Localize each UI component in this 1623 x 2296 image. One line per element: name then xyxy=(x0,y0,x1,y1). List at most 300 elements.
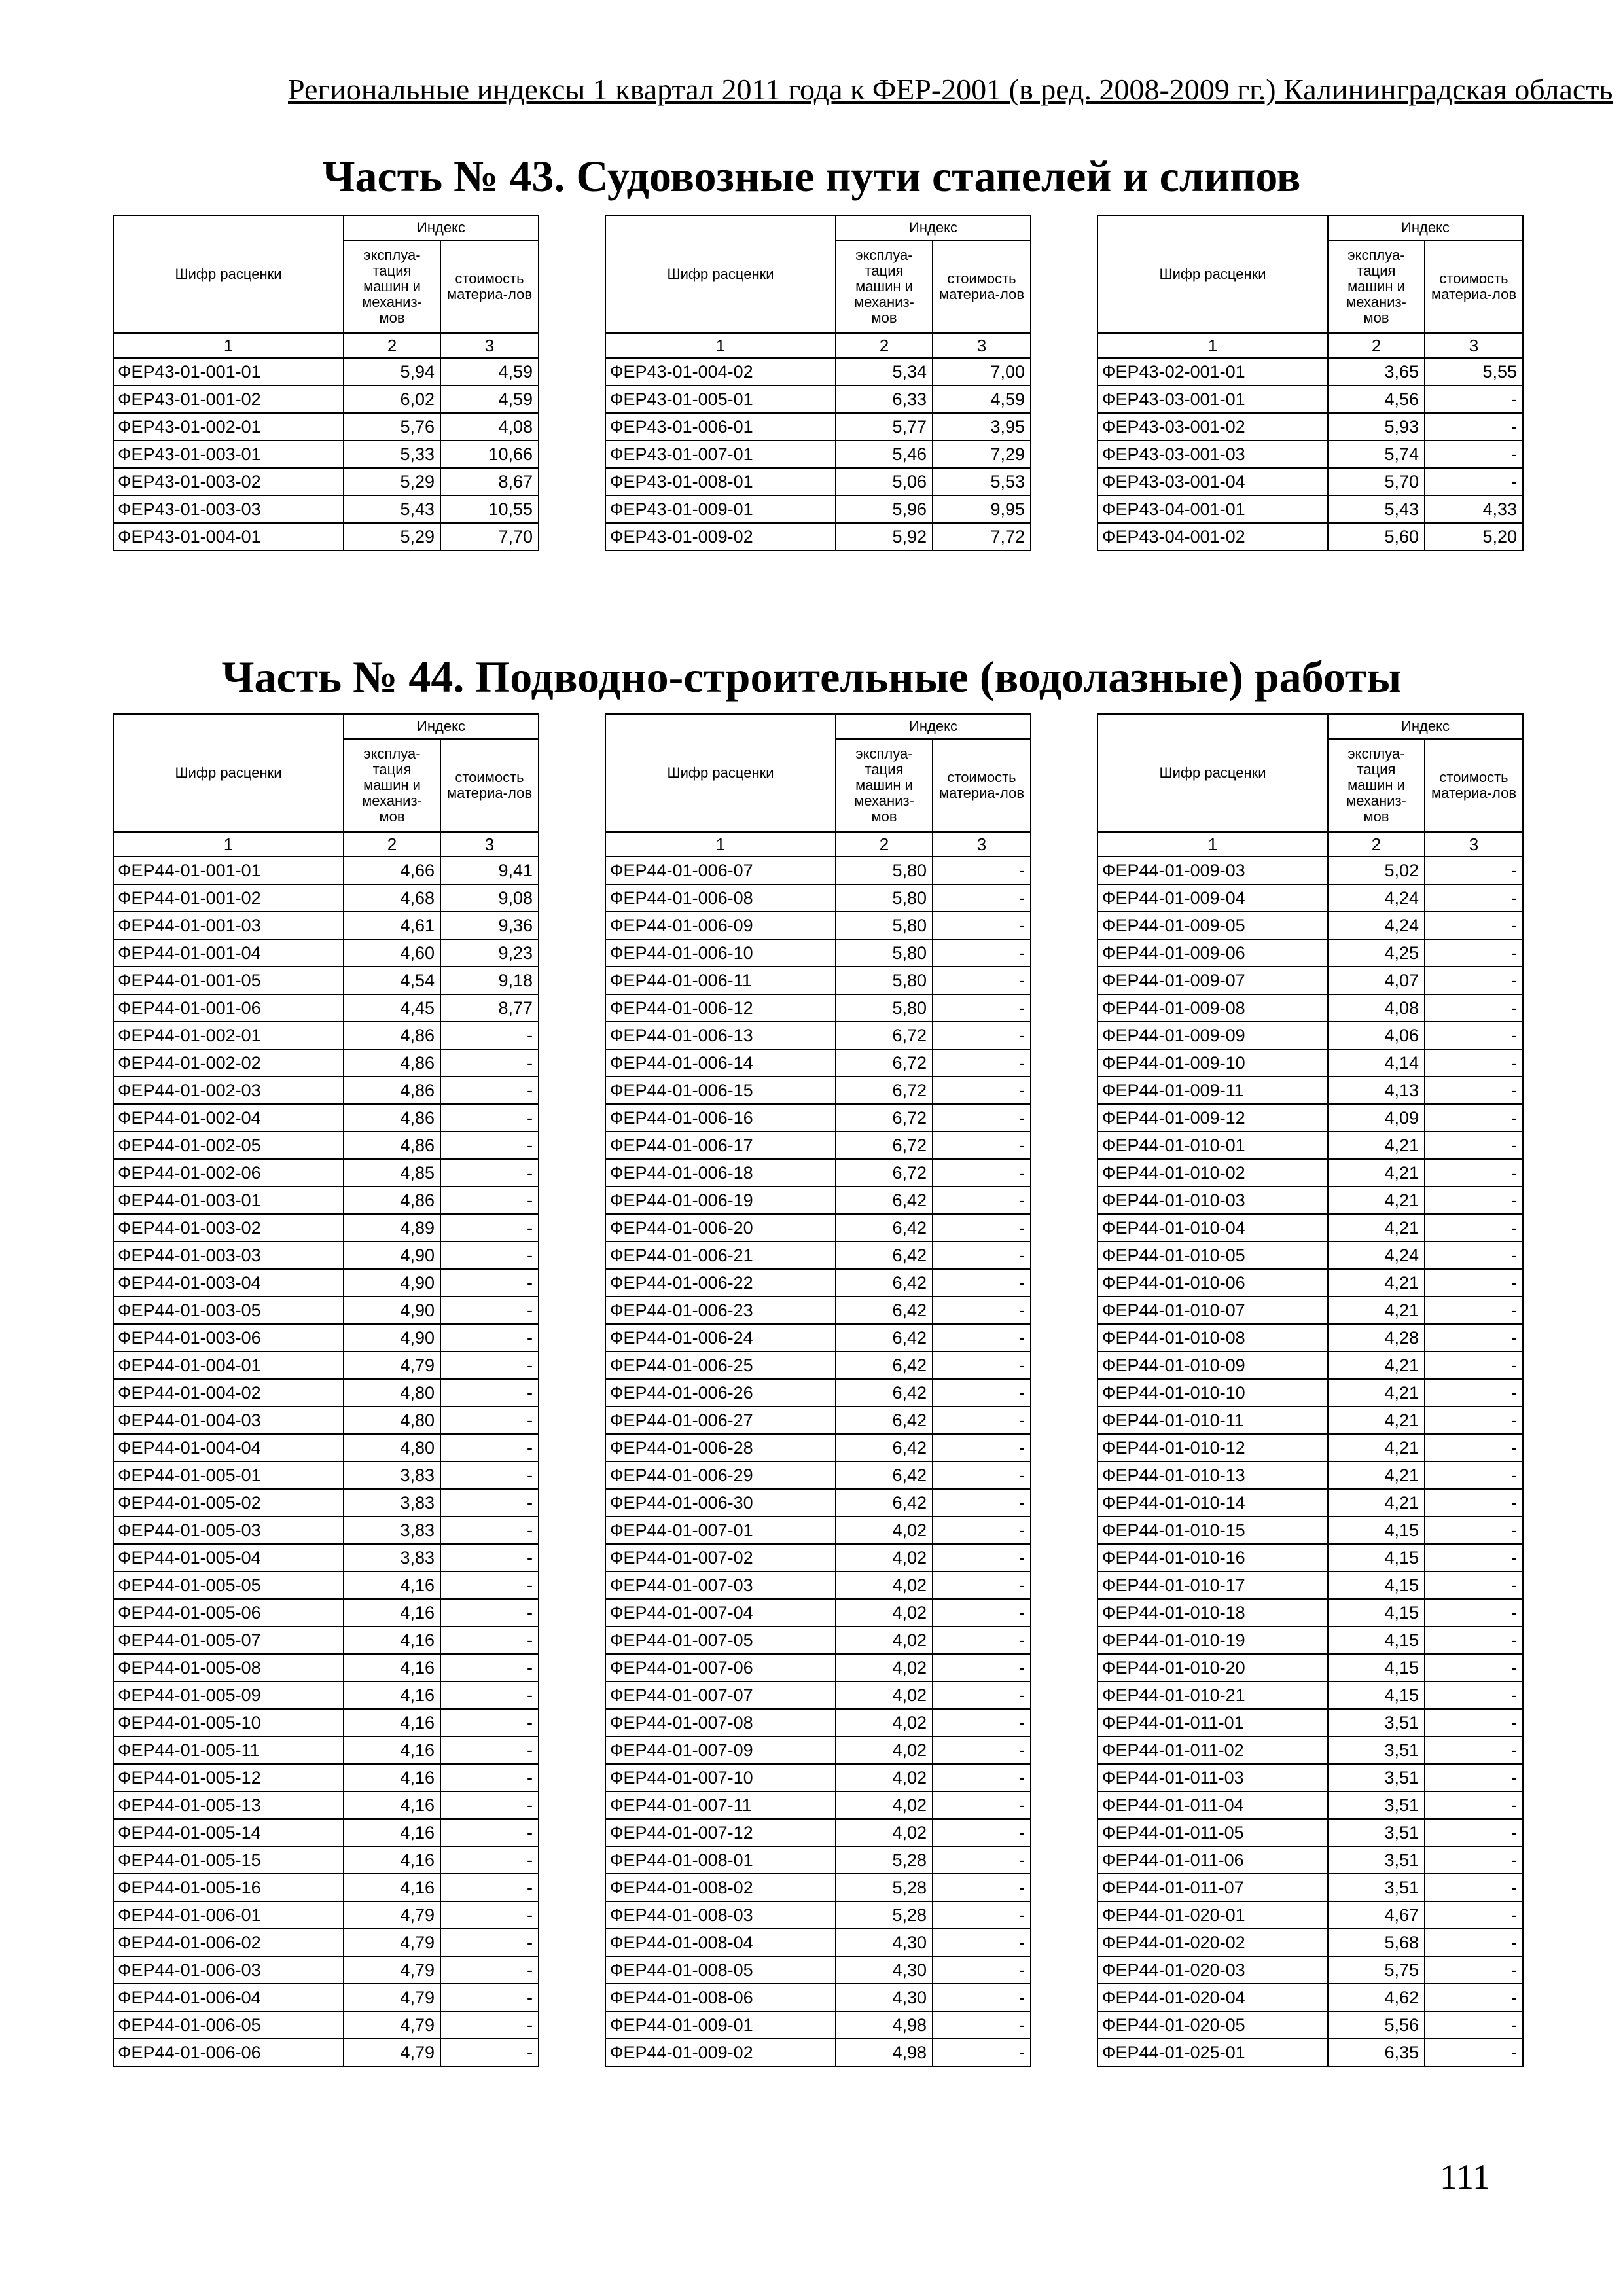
rate-code: ФЕР43-01-003-02 xyxy=(113,468,344,495)
rate-code: ФЕР44-01-001-04 xyxy=(113,939,344,967)
table-row xyxy=(605,1132,1031,1159)
table-row xyxy=(605,912,1031,939)
table-row xyxy=(605,386,1031,413)
column-number: 2 xyxy=(1328,333,1425,358)
table-row xyxy=(605,994,1031,1022)
materials-index: 9,18 xyxy=(440,967,539,994)
rate-code: ФЕР44-01-009-10 xyxy=(1097,1049,1328,1077)
machines-index: 4,15 xyxy=(1328,1516,1425,1544)
machines-index: 4,02 xyxy=(836,1819,933,1846)
materials-index: - xyxy=(1425,1489,1523,1516)
rate-code: ФЕР43-01-009-01 xyxy=(605,495,836,523)
machines-index: 5,68 xyxy=(1328,1929,1425,1956)
rate-code: ФЕР44-01-009-05 xyxy=(1097,912,1328,939)
rate-code: ФЕР44-01-009-11 xyxy=(1097,1077,1328,1104)
rate-code: ФЕР44-01-007-07 xyxy=(605,1681,836,1709)
machines-index: 4,79 xyxy=(344,1984,440,2011)
materials-index: - xyxy=(440,1791,539,1819)
table-row xyxy=(113,1599,539,1626)
table-row xyxy=(113,912,539,939)
materials-index: - xyxy=(933,1352,1031,1379)
table-row xyxy=(1097,1571,1523,1599)
table-row xyxy=(113,1929,539,1956)
materials-index: - xyxy=(933,1736,1031,1764)
materials-index: - xyxy=(933,1819,1031,1846)
rate-code: ФЕР44-01-004-04 xyxy=(113,1434,344,1462)
rate-code: ФЕР44-01-011-06 xyxy=(1097,1846,1328,1874)
materials-index: 4,59 xyxy=(440,386,539,413)
table-row xyxy=(113,967,539,994)
materials-index: - xyxy=(440,1379,539,1407)
table-row xyxy=(605,1297,1031,1324)
rate-code: ФЕР44-01-008-01 xyxy=(605,1846,836,1874)
rate-code: ФЕР44-01-009-01 xyxy=(605,2011,836,2039)
column-number: 3 xyxy=(933,333,1031,358)
materials-index: - xyxy=(440,1544,539,1571)
rate-code: ФЕР44-01-007-11 xyxy=(605,1791,836,1819)
machines-index: 5,02 xyxy=(1328,857,1425,884)
rate-code: ФЕР44-01-004-01 xyxy=(113,1352,344,1379)
materials-index: - xyxy=(933,912,1031,939)
materials-index: - xyxy=(1425,1709,1523,1736)
part-44-table-3 xyxy=(1097,713,1524,2067)
rate-code: ФЕР44-01-006-28 xyxy=(605,1434,836,1462)
rate-code: ФЕР44-01-010-09 xyxy=(1097,1352,1328,1379)
column-number: 2 xyxy=(836,333,933,358)
materials-index: - xyxy=(933,1571,1031,1599)
materials-index: - xyxy=(933,1764,1031,1791)
materials-index: 9,95 xyxy=(933,495,1031,523)
materials-index: - xyxy=(933,1791,1031,1819)
machines-index: 6,42 xyxy=(836,1379,933,1407)
machines-index: 4,30 xyxy=(836,1956,933,1984)
rate-code: ФЕР44-01-006-02 xyxy=(113,1929,344,1956)
table-row xyxy=(1097,1681,1523,1709)
machines-index: 4,98 xyxy=(836,2039,933,2066)
rate-code: ФЕР44-01-006-14 xyxy=(605,1049,836,1077)
table-row xyxy=(113,468,539,495)
rate-code: ФЕР43-03-001-01 xyxy=(1097,386,1328,413)
materials-index: - xyxy=(1425,1571,1523,1599)
header-machines: эксплуа-тация машин и механиз-мов xyxy=(836,739,933,832)
rate-code: ФЕР44-01-005-12 xyxy=(113,1764,344,1791)
column-number-row xyxy=(113,333,539,358)
rate-code: ФЕР44-01-006-01 xyxy=(113,1901,344,1929)
rate-code: ФЕР44-01-006-13 xyxy=(605,1022,836,1049)
materials-index: - xyxy=(933,1984,1031,2011)
rate-code: ФЕР44-01-005-03 xyxy=(113,1516,344,1544)
table-row xyxy=(1097,912,1523,939)
rate-code: ФЕР44-01-010-20 xyxy=(1097,1654,1328,1681)
table-row xyxy=(605,2011,1031,2039)
rate-code: ФЕР44-01-006-25 xyxy=(605,1352,836,1379)
rate-code: ФЕР44-01-006-07 xyxy=(605,857,836,884)
table-row xyxy=(113,386,539,413)
materials-index: 7,72 xyxy=(933,523,1031,550)
machines-index: 4,68 xyxy=(344,884,440,912)
table-row xyxy=(605,1214,1031,1242)
column-number-row xyxy=(1097,333,1523,358)
materials-index: - xyxy=(440,1874,539,1901)
materials-index: - xyxy=(1425,1242,1523,1269)
machines-index: 5,93 xyxy=(1328,413,1425,440)
table-row xyxy=(1097,939,1523,967)
rate-code: ФЕР44-01-007-04 xyxy=(605,1599,836,1626)
rate-code: ФЕР44-01-020-02 xyxy=(1097,1929,1328,1956)
rate-code: ФЕР44-01-005-07 xyxy=(113,1626,344,1654)
column-number: 2 xyxy=(1328,832,1425,857)
materials-index: - xyxy=(440,1489,539,1516)
table-row xyxy=(113,523,539,550)
rate-code: ФЕР44-01-002-03 xyxy=(113,1077,344,1104)
rate-code: ФЕР44-01-011-07 xyxy=(1097,1874,1328,1901)
materials-index: - xyxy=(933,1297,1031,1324)
machines-index: 4,67 xyxy=(1328,1901,1425,1929)
machines-index: 4,79 xyxy=(344,2039,440,2066)
machines-index: 4,30 xyxy=(836,1929,933,1956)
table-row xyxy=(113,1516,539,1544)
header-machines: эксплуа-тация машин и механиз-мов xyxy=(836,240,933,333)
table-row xyxy=(605,1764,1031,1791)
table-row xyxy=(605,1049,1031,1077)
table-row xyxy=(605,1929,1031,1956)
column-number-row xyxy=(113,832,539,857)
table-row xyxy=(605,1654,1031,1681)
machines-index: 4,02 xyxy=(836,1571,933,1599)
table-row xyxy=(1097,1187,1523,1214)
table-row xyxy=(113,884,539,912)
machines-index: 3,51 xyxy=(1328,1874,1425,1901)
machines-index: 4,02 xyxy=(836,1681,933,1709)
rate-code: ФЕР44-01-002-02 xyxy=(113,1049,344,1077)
materials-index: - xyxy=(1425,1132,1523,1159)
column-number-row xyxy=(605,333,1031,358)
materials-index: - xyxy=(1425,1901,1523,1929)
rate-code: ФЕР44-01-002-06 xyxy=(113,1159,344,1187)
materials-index: - xyxy=(1425,1159,1523,1187)
machines-index: 4,86 xyxy=(344,1049,440,1077)
materials-index: - xyxy=(440,1626,539,1654)
materials-index: - xyxy=(440,1022,539,1049)
machines-index: 6,42 xyxy=(836,1187,933,1214)
materials-index: - xyxy=(1425,1929,1523,1956)
table-row xyxy=(605,1846,1031,1874)
machines-index: 4,02 xyxy=(836,1544,933,1571)
materials-index: - xyxy=(1425,1022,1523,1049)
table-row xyxy=(605,1324,1031,1352)
machines-index: 3,51 xyxy=(1328,1846,1425,1874)
header-machines: эксплуа-тация машин и механиз-мов xyxy=(344,739,440,832)
materials-index: - xyxy=(933,1379,1031,1407)
table-row xyxy=(113,1214,539,1242)
rate-code: ФЕР44-01-006-27 xyxy=(605,1407,836,1434)
rate-code: ФЕР44-01-005-02 xyxy=(113,1489,344,1516)
header-machines: эксплуа-тация машин и механиз-мов xyxy=(344,240,440,333)
machines-index: 5,28 xyxy=(836,1846,933,1874)
machines-index: 6,42 xyxy=(836,1297,933,1324)
materials-index: - xyxy=(933,1324,1031,1352)
header-code: Шифр расценки xyxy=(1097,215,1328,333)
machines-index: 4,16 xyxy=(344,1846,440,1874)
table-row xyxy=(605,1956,1031,1984)
materials-index: 8,77 xyxy=(440,994,539,1022)
materials-index: - xyxy=(933,1489,1031,1516)
machines-index: 4,90 xyxy=(344,1269,440,1297)
materials-index: - xyxy=(1425,1791,1523,1819)
machines-index: 3,51 xyxy=(1328,1709,1425,1736)
table-row xyxy=(605,1242,1031,1269)
machines-index: 5,80 xyxy=(836,857,933,884)
materials-index: - xyxy=(933,1049,1031,1077)
table-row xyxy=(113,440,539,468)
table-row xyxy=(605,1544,1031,1571)
table-row xyxy=(605,1819,1031,1846)
table-row xyxy=(605,1489,1031,1516)
rate-code: ФЕР44-01-006-03 xyxy=(113,1956,344,1984)
rate-code: ФЕР44-01-007-01 xyxy=(605,1516,836,1544)
machines-index: 4,21 xyxy=(1328,1297,1425,1324)
header-row xyxy=(605,215,1031,240)
header-code: Шифр расценки xyxy=(113,215,344,333)
rate-code: ФЕР44-01-005-08 xyxy=(113,1654,344,1681)
materials-index: - xyxy=(1425,1956,1523,1984)
rate-code: ФЕР44-01-002-05 xyxy=(113,1132,344,1159)
machines-index: 4,02 xyxy=(836,1626,933,1654)
machines-index: 6,42 xyxy=(836,1324,933,1352)
materials-index: - xyxy=(440,1654,539,1681)
rate-code: ФЕР43-01-002-01 xyxy=(113,413,344,440)
table-row xyxy=(113,1324,539,1352)
materials-index: - xyxy=(933,1132,1031,1159)
machines-index: 4,25 xyxy=(1328,939,1425,967)
table-row xyxy=(1097,1874,1523,1901)
rate-code: ФЕР44-01-005-01 xyxy=(113,1462,344,1489)
table-row xyxy=(1097,1214,1523,1242)
table-row xyxy=(1097,1489,1523,1516)
machines-index: 5,56 xyxy=(1328,2011,1425,2039)
table-row xyxy=(113,1022,539,1049)
materials-index: - xyxy=(1425,440,1523,468)
machines-index: 4,13 xyxy=(1328,1077,1425,1104)
machines-index: 4,28 xyxy=(1328,1324,1425,1352)
table-row xyxy=(605,413,1031,440)
rate-code: ФЕР44-01-001-02 xyxy=(113,884,344,912)
machines-index: 5,43 xyxy=(344,495,440,523)
rate-code: ФЕР44-01-006-21 xyxy=(605,1242,836,1269)
rate-code: ФЕР44-01-006-11 xyxy=(605,967,836,994)
table-row xyxy=(605,495,1031,523)
machines-index: 4,02 xyxy=(836,1791,933,1819)
machines-index: 4,21 xyxy=(1328,1187,1425,1214)
rate-code: ФЕР43-01-006-01 xyxy=(605,413,836,440)
machines-index: 5,29 xyxy=(344,468,440,495)
column-number: 1 xyxy=(605,333,836,358)
materials-index: - xyxy=(440,1077,539,1104)
rate-code: ФЕР44-01-011-01 xyxy=(1097,1709,1328,1736)
materials-index: - xyxy=(933,1681,1031,1709)
table-row xyxy=(605,440,1031,468)
materials-index: - xyxy=(1425,1187,1523,1214)
rate-code: ФЕР43-01-004-02 xyxy=(605,358,836,386)
materials-index: - xyxy=(440,2039,539,2066)
materials-index: 10,66 xyxy=(440,440,539,468)
machines-index: 4,15 xyxy=(1328,1599,1425,1626)
table-row xyxy=(605,1571,1031,1599)
machines-index: 4,79 xyxy=(344,1901,440,1929)
machines-index: 5,70 xyxy=(1328,468,1425,495)
machines-index: 3,51 xyxy=(1328,1764,1425,1791)
materials-index: - xyxy=(440,1956,539,1984)
header-index: Индекс xyxy=(1328,714,1523,739)
rate-code: ФЕР44-01-009-09 xyxy=(1097,1022,1328,1049)
materials-index: - xyxy=(440,1984,539,2011)
header-row xyxy=(113,714,539,739)
table-row xyxy=(605,2039,1031,2066)
table-row xyxy=(1097,1626,1523,1654)
table-row xyxy=(113,1297,539,1324)
table-row xyxy=(113,1544,539,1571)
machines-index: 6,42 xyxy=(836,1434,933,1462)
table-row xyxy=(113,1984,539,2011)
rate-code: ФЕР44-01-007-06 xyxy=(605,1654,836,1681)
machines-index: 6,72 xyxy=(836,1159,933,1187)
materials-index: - xyxy=(933,1626,1031,1654)
materials-index: - xyxy=(1425,1984,1523,2011)
materials-index: 8,67 xyxy=(440,468,539,495)
rate-code: ФЕР44-01-005-09 xyxy=(113,1681,344,1709)
table-row xyxy=(113,1379,539,1407)
rate-code: ФЕР44-01-010-17 xyxy=(1097,1571,1328,1599)
column-number: 3 xyxy=(440,832,539,857)
machines-index: 4,02 xyxy=(836,1516,933,1544)
materials-index: - xyxy=(440,1709,539,1736)
column-number: 1 xyxy=(1097,333,1328,358)
table-row xyxy=(1097,967,1523,994)
table-row xyxy=(113,2039,539,2066)
rate-code: ФЕР44-01-010-14 xyxy=(1097,1489,1328,1516)
materials-index: 5,55 xyxy=(1425,358,1523,386)
machines-index: 4,90 xyxy=(344,1242,440,1269)
rate-code: ФЕР44-01-010-19 xyxy=(1097,1626,1328,1654)
rate-code: ФЕР44-01-009-04 xyxy=(1097,884,1328,912)
materials-index: - xyxy=(1425,1681,1523,1709)
table-row xyxy=(1097,1407,1523,1434)
materials-index: - xyxy=(933,1434,1031,1462)
table-row xyxy=(1097,413,1523,440)
rate-code: ФЕР44-01-006-19 xyxy=(605,1187,836,1214)
machines-index: 4,80 xyxy=(344,1379,440,1407)
materials-index: - xyxy=(933,1187,1031,1214)
materials-index: 4,33 xyxy=(1425,495,1523,523)
materials-index: - xyxy=(440,1159,539,1187)
materials-index: - xyxy=(1425,1379,1523,1407)
rate-code: ФЕР44-01-011-04 xyxy=(1097,1791,1328,1819)
machines-index: 4,07 xyxy=(1328,967,1425,994)
table-row xyxy=(113,1407,539,1434)
materials-index: - xyxy=(933,1269,1031,1297)
materials-index: - xyxy=(933,2039,1031,2066)
table-row xyxy=(1097,1791,1523,1819)
table-row xyxy=(1097,1352,1523,1379)
table-row xyxy=(113,1874,539,1901)
machines-index: 4,80 xyxy=(344,1407,440,1434)
rate-code: ФЕР44-01-002-04 xyxy=(113,1104,344,1132)
rate-code: ФЕР44-01-003-04 xyxy=(113,1269,344,1297)
machines-index: 4,21 xyxy=(1328,1269,1425,1297)
page-number: 111 xyxy=(1440,2157,1490,2197)
table-row xyxy=(605,884,1031,912)
materials-index: - xyxy=(1425,1407,1523,1434)
materials-index: - xyxy=(1425,1626,1523,1654)
machines-index: 4,86 xyxy=(344,1187,440,1214)
rate-code: ФЕР44-01-010-01 xyxy=(1097,1132,1328,1159)
header-materials: стоимость материа-лов xyxy=(1425,739,1523,832)
rate-code: ФЕР44-01-020-01 xyxy=(1097,1901,1328,1929)
table-row xyxy=(113,1242,539,1269)
table-row xyxy=(605,523,1031,550)
column-number-row xyxy=(605,832,1031,857)
header-row xyxy=(1097,714,1523,739)
materials-index: - xyxy=(1425,1214,1523,1242)
machines-index: 4,21 xyxy=(1328,1407,1425,1434)
table-row xyxy=(1097,1901,1523,1929)
machines-index: 5,96 xyxy=(836,495,933,523)
part-44-table-2 xyxy=(605,713,1031,2067)
materials-index: - xyxy=(1425,1819,1523,1846)
table-row xyxy=(113,1791,539,1819)
table-row xyxy=(1097,1379,1523,1407)
materials-index: - xyxy=(933,1159,1031,1187)
materials-index: - xyxy=(440,2011,539,2039)
rate-code: ФЕР44-01-010-10 xyxy=(1097,1379,1328,1407)
materials-index: - xyxy=(933,1462,1031,1489)
rate-code: ФЕР44-01-005-11 xyxy=(113,1736,344,1764)
materials-index: - xyxy=(1425,1544,1523,1571)
machines-index: 5,80 xyxy=(836,912,933,939)
rate-code: ФЕР44-01-005-13 xyxy=(113,1791,344,1819)
materials-index: - xyxy=(440,1516,539,1544)
materials-index: - xyxy=(1425,912,1523,939)
materials-index: - xyxy=(440,1049,539,1077)
machines-index: 4,02 xyxy=(836,1654,933,1681)
table-row xyxy=(605,1984,1031,2011)
machines-index: 4,21 xyxy=(1328,1434,1425,1462)
table-row xyxy=(605,857,1031,884)
rate-code: ФЕР43-01-003-01 xyxy=(113,440,344,468)
table-row xyxy=(1097,1929,1523,1956)
table-row xyxy=(113,1159,539,1187)
rate-code: ФЕР44-01-010-12 xyxy=(1097,1434,1328,1462)
rate-code: ФЕР44-01-006-05 xyxy=(113,2011,344,2039)
machines-index: 6,42 xyxy=(836,1352,933,1379)
table-row xyxy=(1097,1654,1523,1681)
materials-index: - xyxy=(933,1242,1031,1269)
machines-index: 6,72 xyxy=(836,1132,933,1159)
table-row xyxy=(605,1462,1031,1489)
machines-index: 6,02 xyxy=(344,386,440,413)
header-materials: стоимость материа-лов xyxy=(1425,240,1523,333)
machines-index: 4,15 xyxy=(1328,1626,1425,1654)
materials-index: - xyxy=(933,939,1031,967)
rate-code: ФЕР43-01-007-01 xyxy=(605,440,836,468)
rate-code: ФЕР43-01-001-01 xyxy=(113,358,344,386)
rate-code: ФЕР44-01-001-05 xyxy=(113,967,344,994)
materials-index: - xyxy=(933,1214,1031,1242)
materials-index: - xyxy=(933,1022,1031,1049)
materials-index: - xyxy=(933,1846,1031,1874)
machines-index: 4,16 xyxy=(344,1571,440,1599)
rate-code: ФЕР43-01-009-02 xyxy=(605,523,836,550)
